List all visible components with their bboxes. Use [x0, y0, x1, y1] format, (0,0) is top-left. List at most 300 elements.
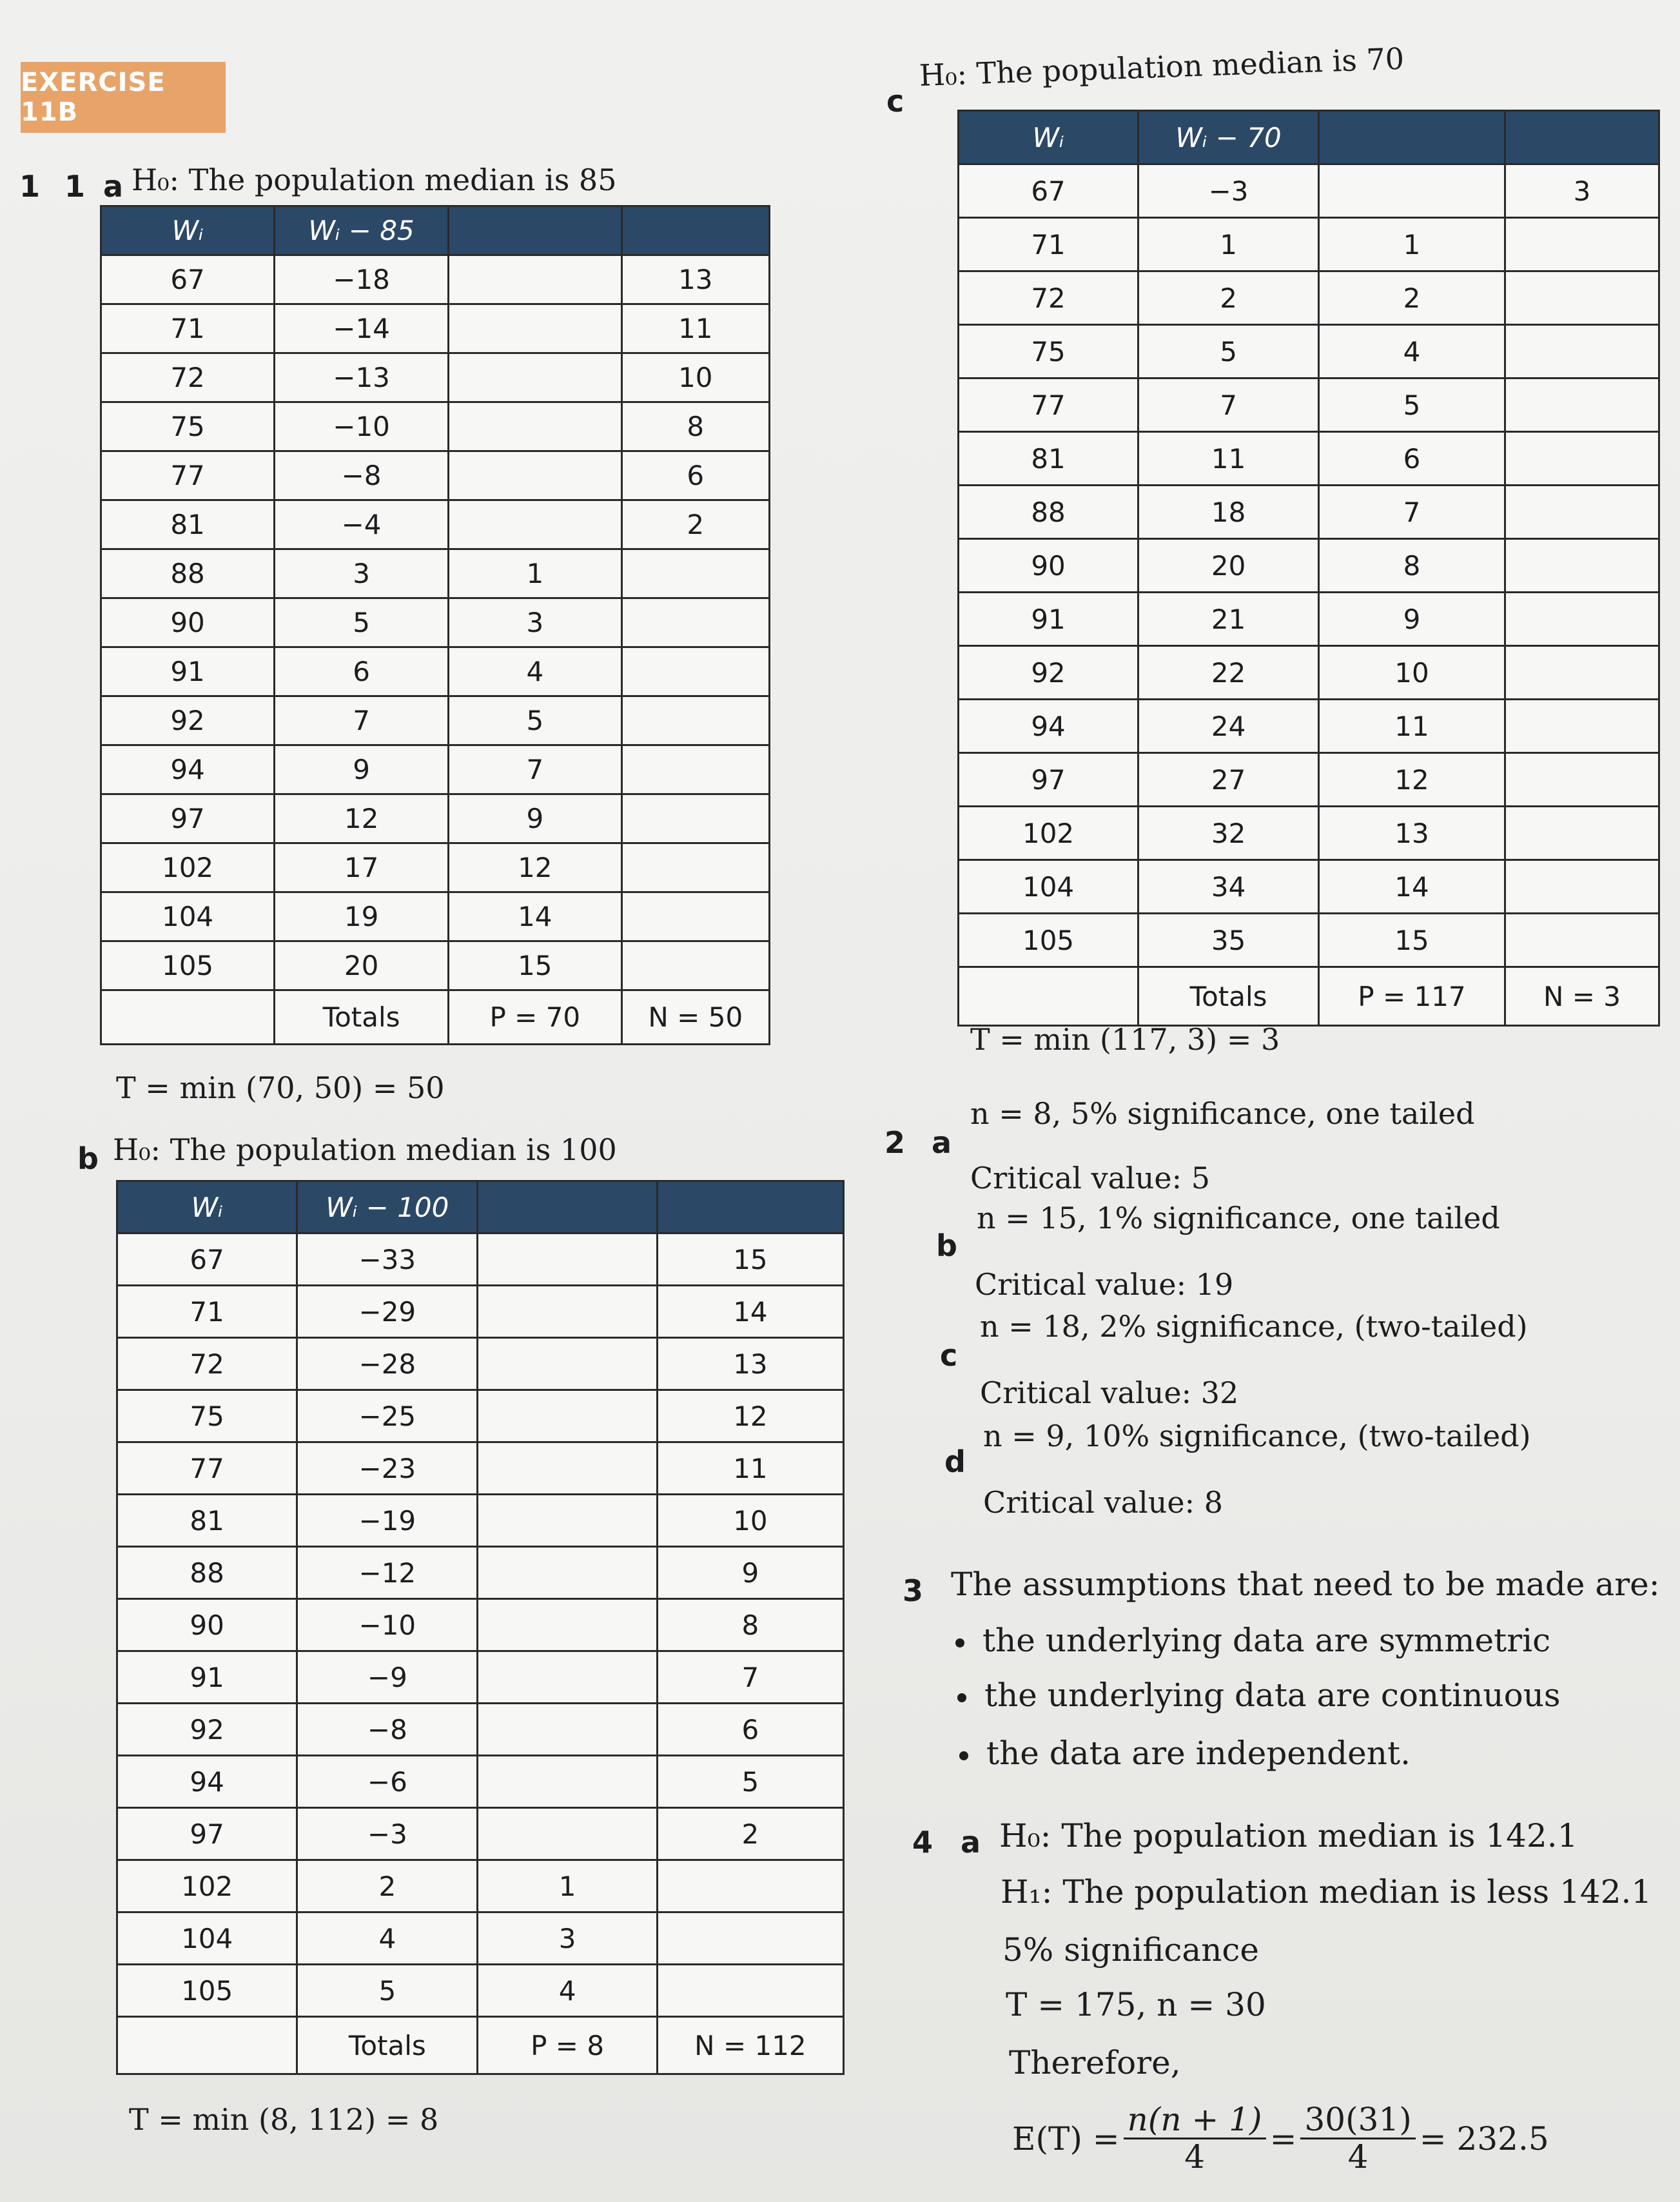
table-cell: 105	[101, 941, 275, 990]
table-cell	[621, 941, 769, 990]
q4a-formula	[1012, 2102, 1549, 2175]
table-cell: 81	[959, 432, 1138, 486]
formula-equals: =	[1269, 2119, 1297, 2158]
table-cell: 3	[1505, 164, 1659, 218]
table-cell	[621, 843, 769, 892]
table-cell: 5	[297, 1965, 478, 2017]
table-cell: 97	[101, 794, 275, 843]
header-cell	[478, 1181, 657, 1234]
table-row	[117, 1390, 844, 1442]
table-cell: 90	[117, 1599, 297, 1651]
totals-row	[117, 2017, 844, 2074]
q2d-text: n = 9, 10% significance, (two-tailed)	[983, 1419, 1531, 1453]
table-cell	[449, 402, 622, 451]
q1b-table	[116, 1180, 845, 2075]
table-row	[117, 1442, 844, 1495]
table-cell: 7	[657, 1651, 843, 1704]
table-row	[101, 451, 770, 500]
table-cell	[478, 1704, 657, 1756]
table-cell	[621, 549, 769, 598]
formula-lhs: E(T) =	[1012, 2119, 1120, 2158]
q1a-result: T = min (70, 50) = 50	[116, 1070, 445, 1105]
table-row	[101, 549, 770, 598]
table-cell: 6	[275, 647, 449, 696]
totals-cell: N = 3	[1505, 967, 1659, 1026]
header-cell: Wᵢ	[117, 1181, 297, 1234]
table-cell: 1	[1319, 218, 1505, 271]
q3-number: 3	[903, 1573, 924, 1608]
table-cell: 105	[959, 914, 1138, 967]
table-cell: 72	[959, 271, 1138, 325]
table-cell: −8	[297, 1704, 478, 1756]
table-row	[101, 647, 770, 696]
table-cell	[478, 1390, 657, 1442]
table-cell	[478, 1547, 657, 1599]
table-cell: 15	[657, 1234, 843, 1286]
table-cell: 67	[117, 1234, 297, 1286]
q1a-sub-number: 1	[64, 169, 86, 204]
table-cell	[1505, 432, 1659, 486]
q2b-critical-value: Critical value: 19	[975, 1267, 1234, 1302]
table-cell: 17	[275, 843, 449, 892]
table-cell	[449, 353, 622, 402]
table-cell	[657, 1912, 843, 1965]
table-cell: 35	[1138, 914, 1319, 967]
table-cell: 10	[1319, 646, 1505, 700]
table-cell	[1505, 218, 1659, 271]
exercise-badge	[21, 62, 226, 133]
q4a-statistic: T = 175, n = 30	[1006, 1986, 1266, 2023]
table-cell	[478, 1495, 657, 1547]
q4a-null-hypothesis: H₀: The population median is 142.1	[999, 1817, 1578, 1854]
table-cell: 104	[117, 1912, 297, 1965]
table-row	[959, 700, 1659, 753]
table-cell: 88	[101, 549, 275, 598]
table-cell: 97	[117, 1808, 297, 1860]
table-cell: 102	[959, 807, 1138, 860]
totals-cell	[959, 967, 1138, 1026]
table-cell: 13	[621, 255, 769, 304]
q1a-hypothesis: H₀: The population median is 85	[132, 162, 617, 197]
table-row	[117, 1965, 844, 2017]
table-cell: 97	[959, 753, 1138, 807]
q4a-letter: a	[961, 1825, 981, 1860]
table-cell: 13	[1319, 807, 1505, 860]
table-row	[117, 1338, 844, 1390]
table-cell: 1	[449, 549, 622, 598]
table-cell: 8	[621, 402, 769, 451]
table-cell: 10	[621, 353, 769, 402]
totals-cell: Totals	[297, 2017, 478, 2074]
table-cell: 19	[275, 892, 449, 941]
table-cell: 4	[478, 1965, 657, 2017]
q2c-text: n = 18, 2% significance, (two-tailed)	[980, 1309, 1528, 1344]
table-row	[101, 255, 770, 304]
table-cell	[621, 647, 769, 696]
table-cell: 104	[959, 860, 1138, 914]
table-cell	[478, 1234, 657, 1286]
totals-row	[101, 990, 770, 1045]
table-cell	[1505, 378, 1659, 432]
table-cell: −19	[297, 1495, 478, 1547]
table-row	[959, 646, 1659, 700]
table-cell: −25	[297, 1390, 478, 1442]
table-cell: 4	[1319, 325, 1505, 378]
q1c-result: T = min (117, 3) = 3	[970, 1022, 1280, 1057]
formula-fraction-2	[1300, 2102, 1415, 2175]
table-cell	[478, 1808, 657, 1860]
table-cell: 3	[478, 1912, 657, 1965]
table-cell	[1505, 486, 1659, 539]
table-cell	[449, 500, 622, 549]
totals-row	[959, 967, 1659, 1026]
q3-bullet-1: the underlying data are symmetric	[955, 1622, 1550, 1659]
table-cell: 11	[621, 304, 769, 353]
header-cell: Wᵢ	[959, 111, 1138, 164]
q1c-hypothesis: H₀: The population median is 70	[919, 41, 1405, 93]
table-cell: 15	[449, 941, 622, 990]
table-cell: 81	[117, 1495, 297, 1547]
table-cell	[621, 598, 769, 647]
q1-number: 1	[19, 169, 41, 204]
table-row	[101, 696, 770, 745]
table-cell	[478, 1338, 657, 1390]
table-cell: 14	[1319, 860, 1505, 914]
q2c-critical-value: Critical value: 32	[980, 1375, 1239, 1410]
table-cell: 12	[657, 1390, 843, 1442]
table-cell: 2	[1319, 271, 1505, 325]
table-cell	[1505, 271, 1659, 325]
table-cell: 3	[275, 549, 449, 598]
table-cell	[1505, 700, 1659, 753]
q3-bullet-3: the data are independent.	[959, 1735, 1411, 1772]
table-cell: 7	[1138, 378, 1319, 432]
table-cell: 5	[275, 598, 449, 647]
table-cell: 2	[657, 1808, 843, 1860]
table-cell: 8	[1319, 539, 1505, 593]
table-cell: 77	[117, 1442, 297, 1495]
totals-cell: N = 112	[657, 2017, 843, 2074]
table-row	[959, 753, 1659, 807]
q1a-letter: a	[103, 169, 124, 204]
table-cell	[1319, 164, 1505, 218]
table-cell: 102	[101, 843, 275, 892]
table-cell: 72	[117, 1338, 297, 1390]
table-row	[117, 1547, 844, 1599]
q3-bullet-2: the underlying data are continuous	[957, 1676, 1561, 1714]
table-cell: 12	[449, 843, 622, 892]
table-cell: −12	[297, 1547, 478, 1599]
table-cell: 72	[101, 353, 275, 402]
table-cell: 91	[117, 1651, 297, 1704]
table-cell	[657, 1860, 843, 1912]
table-cell	[621, 696, 769, 745]
header-cell	[657, 1181, 843, 1234]
table-cell: 8	[657, 1599, 843, 1651]
table-row	[117, 1599, 844, 1651]
table-cell: 6	[657, 1704, 843, 1756]
table-row	[959, 914, 1659, 967]
table-cell	[621, 892, 769, 941]
table-row	[101, 843, 770, 892]
table-cell: 5	[1138, 325, 1319, 378]
table-row	[959, 218, 1659, 271]
header-cell: Wᵢ	[101, 206, 275, 255]
table-cell	[1505, 860, 1659, 914]
q2-number: 2	[884, 1125, 906, 1160]
table-cell: 91	[101, 647, 275, 696]
q3-intro: The assumptions that need to be made are:	[951, 1566, 1660, 1603]
table-cell	[1505, 753, 1659, 807]
header-cell	[1319, 111, 1505, 164]
table-cell: 24	[1138, 700, 1319, 753]
header-cell: Wᵢ − 85	[275, 206, 449, 255]
table-cell: 34	[1138, 860, 1319, 914]
table-cell: 15	[1319, 914, 1505, 967]
totals-cell: N = 50	[621, 990, 769, 1045]
table-cell	[478, 1599, 657, 1651]
table-cell	[478, 1756, 657, 1808]
table-row	[101, 304, 770, 353]
table-cell: 71	[101, 304, 275, 353]
table-row	[117, 1704, 844, 1756]
header-cell: Wᵢ − 100	[297, 1181, 478, 1234]
formula-fraction-1	[1124, 2102, 1266, 2175]
table-cell: 7	[1319, 486, 1505, 539]
table-cell: −10	[275, 402, 449, 451]
table-cell: 11	[1319, 700, 1505, 753]
header-cell	[449, 206, 622, 255]
table-cell: 4	[297, 1912, 478, 1965]
table-row	[117, 1756, 844, 1808]
table-cell: 5	[657, 1756, 843, 1808]
table-row	[101, 794, 770, 843]
table-cell	[621, 745, 769, 794]
table-cell: 81	[101, 500, 275, 549]
table-cell: 12	[275, 794, 449, 843]
table-cell: 2	[297, 1860, 478, 1912]
table-cell: −23	[297, 1442, 478, 1495]
q1b-letter: b	[77, 1141, 99, 1176]
table-row	[959, 432, 1659, 486]
table-cell: 92	[101, 696, 275, 745]
table-cell: 75	[959, 325, 1138, 378]
table-cell: 94	[101, 745, 275, 794]
table-cell: 77	[101, 451, 275, 500]
table-cell: 1	[1138, 218, 1319, 271]
table-cell: 9	[657, 1547, 843, 1599]
table-cell: 22	[1138, 646, 1319, 700]
table-cell	[621, 794, 769, 843]
table-cell: 88	[959, 486, 1138, 539]
table-cell: 6	[621, 451, 769, 500]
table-row	[117, 1234, 844, 1286]
q1b-hypothesis: H₀: The population median is 100	[113, 1132, 617, 1167]
table-cell	[1505, 807, 1659, 860]
q4a-therefore: Therefore,	[1009, 2044, 1181, 2081]
table-cell: 104	[101, 892, 275, 941]
table-cell: −18	[275, 255, 449, 304]
table-cell: −33	[297, 1234, 478, 1286]
q2a-text: n = 8, 5% significance, one tailed	[970, 1096, 1475, 1131]
totals-cell: P = 70	[449, 990, 622, 1045]
q4-number: 4	[912, 1825, 933, 1860]
table-cell: 9	[449, 794, 622, 843]
table-cell: −29	[297, 1286, 478, 1338]
table-cell: 7	[275, 696, 449, 745]
table-row	[101, 941, 770, 990]
table-cell: 90	[959, 539, 1138, 593]
table-row	[101, 353, 770, 402]
table-cell: 105	[117, 1965, 297, 2017]
totals-cell: Totals	[1138, 967, 1319, 1026]
table-cell	[449, 451, 622, 500]
table-row	[101, 500, 770, 549]
table-cell: 92	[117, 1704, 297, 1756]
q1c-table	[957, 110, 1660, 1027]
totals-cell: P = 117	[1319, 967, 1505, 1026]
table-row	[117, 1808, 844, 1860]
table-cell: 20	[275, 941, 449, 990]
table-cell	[478, 1651, 657, 1704]
table-cell: 9	[275, 745, 449, 794]
q4a-significance: 5% significance	[1002, 1931, 1260, 1969]
q2b-text: n = 15, 1% significance, one tailed	[977, 1201, 1500, 1235]
table-cell: 7	[449, 745, 622, 794]
q2d-letter: d	[944, 1444, 966, 1479]
table-cell: 2	[621, 500, 769, 549]
table-cell: 75	[117, 1390, 297, 1442]
table-cell: 13	[657, 1338, 843, 1390]
table-row	[101, 402, 770, 451]
exercise-label: EXERCISE 11B	[21, 68, 166, 127]
table-cell: 1	[478, 1860, 657, 1912]
table-row	[117, 1651, 844, 1704]
fraction-1-denominator: 4	[1184, 2138, 1206, 2176]
table-cell: 6	[1319, 432, 1505, 486]
table-row	[117, 1860, 844, 1912]
table-cell: 2	[1138, 271, 1319, 325]
table-cell: 9	[1319, 593, 1505, 646]
q2d-critical-value: Critical value: 8	[983, 1485, 1223, 1520]
table-cell: 14	[449, 892, 622, 941]
q1c-letter: c	[886, 84, 904, 119]
table-cell: 94	[959, 700, 1138, 753]
header-cell	[1505, 111, 1659, 164]
table-cell	[657, 1965, 843, 2017]
table-cell: −3	[297, 1808, 478, 1860]
table-cell: 67	[959, 164, 1138, 218]
table-cell: 32	[1138, 807, 1319, 860]
table-row	[959, 807, 1659, 860]
table-cell: 18	[1138, 486, 1319, 539]
table-cell: 5	[449, 696, 622, 745]
table-cell: −8	[275, 451, 449, 500]
table-cell: 71	[959, 218, 1138, 271]
table-cell	[1505, 325, 1659, 378]
totals-cell: P = 8	[478, 2017, 657, 2074]
table-cell: −9	[297, 1651, 478, 1704]
table-cell	[1505, 593, 1659, 646]
table-cell: 5	[1319, 378, 1505, 432]
table-row	[117, 1286, 844, 1338]
table-cell: 10	[657, 1495, 843, 1547]
table-cell: 27	[1138, 753, 1319, 807]
q2a-critical-value: Critical value: 5	[970, 1161, 1210, 1195]
table-cell: 20	[1138, 539, 1319, 593]
table-cell: 12	[1319, 753, 1505, 807]
fraction-2-numerator: 30(31)	[1300, 2102, 1415, 2139]
table-row	[101, 892, 770, 941]
table-cell: 21	[1138, 593, 1319, 646]
table-cell: −6	[297, 1756, 478, 1808]
table-cell: −10	[297, 1599, 478, 1651]
table-cell	[1505, 539, 1659, 593]
table-cell: 92	[959, 646, 1138, 700]
table-cell: 91	[959, 593, 1138, 646]
table-cell: −13	[275, 353, 449, 402]
table-cell	[478, 1442, 657, 1495]
table-cell: 14	[657, 1286, 843, 1338]
table-row	[959, 164, 1659, 218]
q2a-letter: a	[932, 1125, 952, 1160]
table-cell	[478, 1286, 657, 1338]
table-cell: 71	[117, 1286, 297, 1338]
q4a-alt-hypothesis: H₁: The population median is less 142.1	[1001, 1873, 1652, 1911]
table-row	[959, 271, 1659, 325]
table-row	[101, 598, 770, 647]
q2b-letter: b	[936, 1228, 957, 1263]
table-cell	[449, 304, 622, 353]
table-cell	[1505, 646, 1659, 700]
table-cell: 3	[449, 598, 622, 647]
header-cell	[621, 206, 769, 255]
table-cell: 90	[101, 598, 275, 647]
table-cell: −4	[275, 500, 449, 549]
q2c-letter: c	[940, 1338, 958, 1373]
table-row	[117, 1912, 844, 1965]
table-cell: 94	[117, 1756, 297, 1808]
table-cell: 88	[117, 1547, 297, 1599]
totals-cell: Totals	[275, 990, 449, 1045]
q1b-result: T = min (8, 112) = 8	[129, 2102, 439, 2137]
table-row	[959, 539, 1659, 593]
table-row	[959, 378, 1659, 432]
totals-cell	[101, 990, 275, 1045]
table-cell: 102	[117, 1860, 297, 1912]
table-row	[117, 1495, 844, 1547]
table-cell: 75	[101, 402, 275, 451]
table-row	[959, 486, 1659, 539]
table-cell: 11	[657, 1442, 843, 1495]
table-cell: 4	[449, 647, 622, 696]
q1a-table	[100, 205, 770, 1045]
table-cell	[1505, 914, 1659, 967]
table-cell: 77	[959, 378, 1138, 432]
table-cell: −14	[275, 304, 449, 353]
table-row	[101, 745, 770, 794]
table-cell: 11	[1138, 432, 1319, 486]
table-cell: −3	[1138, 164, 1319, 218]
table-cell: −28	[297, 1338, 478, 1390]
table-cell: 67	[101, 255, 275, 304]
table-row	[959, 593, 1659, 646]
table-cell	[449, 255, 622, 304]
fraction-1-numerator: n(n + 1)	[1124, 2102, 1266, 2139]
header-cell: Wᵢ − 70	[1138, 111, 1319, 164]
totals-cell	[117, 2017, 297, 2074]
fraction-2-denominator: 4	[1347, 2138, 1369, 2176]
